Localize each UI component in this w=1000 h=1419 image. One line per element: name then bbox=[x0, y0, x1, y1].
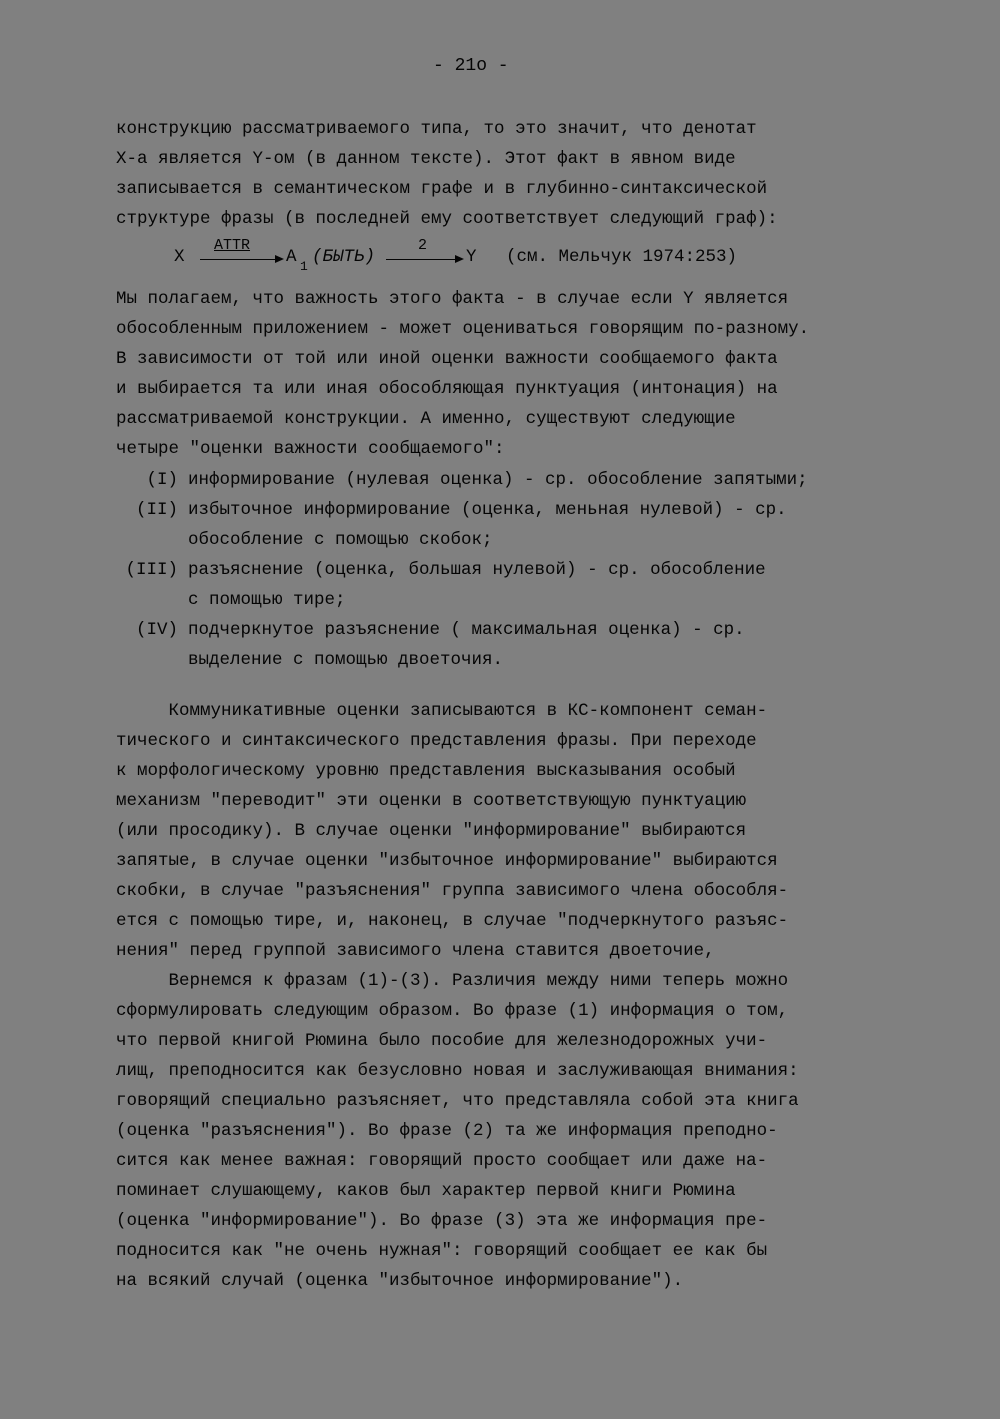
list-item-text: избыточное информирование (оценка, меньная нулевой) - ср. bbox=[188, 500, 787, 520]
list-item-text: обособление с помощью скобок; bbox=[188, 530, 493, 550]
formula-y: Y bbox=[466, 247, 477, 267]
formula-x: X bbox=[174, 247, 185, 267]
paragraph-2 bbox=[116, 284, 916, 464]
list-item-number: (III) bbox=[125, 560, 178, 580]
text-line: обособленным приложением - может оцениваться говорящим по-разному. bbox=[116, 319, 810, 339]
formula-reference: (см. Мельчук 1974:253) bbox=[506, 247, 738, 267]
dependency-formula bbox=[174, 237, 794, 275]
text-line: (оценка "разъяснения"). Во фразе (2) та же информация преподно- bbox=[116, 1121, 778, 1141]
page-number: - 21о - bbox=[433, 56, 509, 76]
text-line: лищ, преподносится как безусловно новая и заслуживающая внимания: bbox=[116, 1061, 799, 1081]
text-line: скобки, в случае "разъяснения" группа зависимого члена обособля- bbox=[116, 881, 789, 901]
formula-byt: (БЫТЬ) bbox=[312, 247, 376, 267]
list-item-number: (II) bbox=[135, 500, 178, 520]
text-line: механизм "переводит" эти оценки в соответствующую пунктуацию bbox=[116, 791, 747, 811]
paragraph-1 bbox=[116, 114, 916, 234]
text-line: подносится как "не очень нужная": говорящий сообщает ее как бы bbox=[116, 1241, 768, 1261]
list-item bbox=[116, 555, 916, 615]
text-line: что первой книгой Рюмина было пособие для железнодорожных учи- bbox=[116, 1031, 768, 1051]
text-line: (оценка "информирование"). Во фразе (3) эта же информация пре- bbox=[116, 1211, 768, 1231]
text-line: структуре фразы (в последней ему соответствует следующий граф): bbox=[116, 209, 778, 229]
text-line: сится как менее важная: говорящий просто сообщает или даже на- bbox=[116, 1151, 768, 1171]
list-item-text: с помощью тире; bbox=[188, 590, 346, 610]
list-item-text: разъяснение (оценка, большая нулевой) - ср. обособление bbox=[188, 560, 766, 580]
text-line: (или просодику). В случае оценки "информирование" выбираются bbox=[116, 821, 747, 841]
text-line: записывается в семантическом графе и в глубинно-синтаксической bbox=[116, 179, 768, 199]
text-line: Коммуникативные оценки записываются в КС-компонент семан- bbox=[116, 701, 768, 721]
text-line: Мы полагаем, что важность этого факта - в случае если Y является bbox=[116, 289, 789, 309]
text-line: тического и синтаксического представления фразы. При переходе bbox=[116, 731, 757, 751]
text-line: конструкцию рассматриваемого типа, то это значит, что денотат bbox=[116, 119, 757, 139]
text-line: четыре "оценки важности сообщаемого": bbox=[116, 439, 505, 459]
formula-arrow-2 bbox=[386, 259, 462, 260]
text-line: поминает слушающему, каков был характер первой книги Рюмина bbox=[116, 1181, 736, 1201]
text-line: и выбирается та или иная обособляющая пунктуация (интонация) на bbox=[116, 379, 778, 399]
text-line: ется с помощью тире, и, наконец, в случае "подчеркнутого разъяс- bbox=[116, 911, 789, 931]
text-line: говорящий специально разъясняет, что представляла собой эта книга bbox=[116, 1091, 799, 1111]
formula-a: A bbox=[286, 247, 297, 267]
text-line: запятые, в случае оценки "избыточное информирование" выбираются bbox=[116, 851, 778, 871]
formula-arrow-1 bbox=[200, 259, 282, 260]
text-line: сформулировать следующим образом. Во фразе (1) информация о том, bbox=[116, 1001, 789, 1021]
list-item bbox=[116, 615, 916, 675]
text-line: В зависимости от той или иной оценки важности сообщаемого факта bbox=[116, 349, 778, 369]
list-item-text: подчеркнутое разъяснение ( максимальная оценка) - ср. bbox=[188, 620, 745, 640]
list-item-number: (I) bbox=[146, 470, 178, 490]
text-line: нения" перед группой зависимого члена ставится двоеточие, bbox=[116, 941, 715, 961]
paragraph-3 bbox=[116, 696, 916, 1296]
text-line: к морфологическому уровню представления высказывания особый bbox=[116, 761, 736, 781]
formula-arrow1-label: ATTR bbox=[214, 237, 251, 254]
list-item-number: (IV) bbox=[135, 620, 178, 640]
text-line: на всякий случай (оценка "избыточное информирование"). bbox=[116, 1271, 684, 1291]
text-line: X-а является Y-ом (в данном тексте). Этот факт в явном виде bbox=[116, 149, 736, 169]
list-item-text: информирование (нулевая оценка) - ср. обособление запятыми; bbox=[188, 470, 808, 490]
evaluation-list bbox=[116, 465, 916, 675]
formula-arrow2-label: 2 bbox=[418, 237, 428, 254]
list-item-text: выделение с помощью двоеточия. bbox=[188, 650, 504, 670]
list-item bbox=[116, 495, 916, 555]
list-item bbox=[116, 465, 916, 495]
text-line: рассматриваемой конструкции. А именно, существуют следующие bbox=[116, 409, 736, 429]
formula-a-subscript: 1 bbox=[300, 259, 308, 274]
text-line: Вернемся к фразам (1)-(3). Различия между ними теперь можно bbox=[116, 971, 789, 991]
